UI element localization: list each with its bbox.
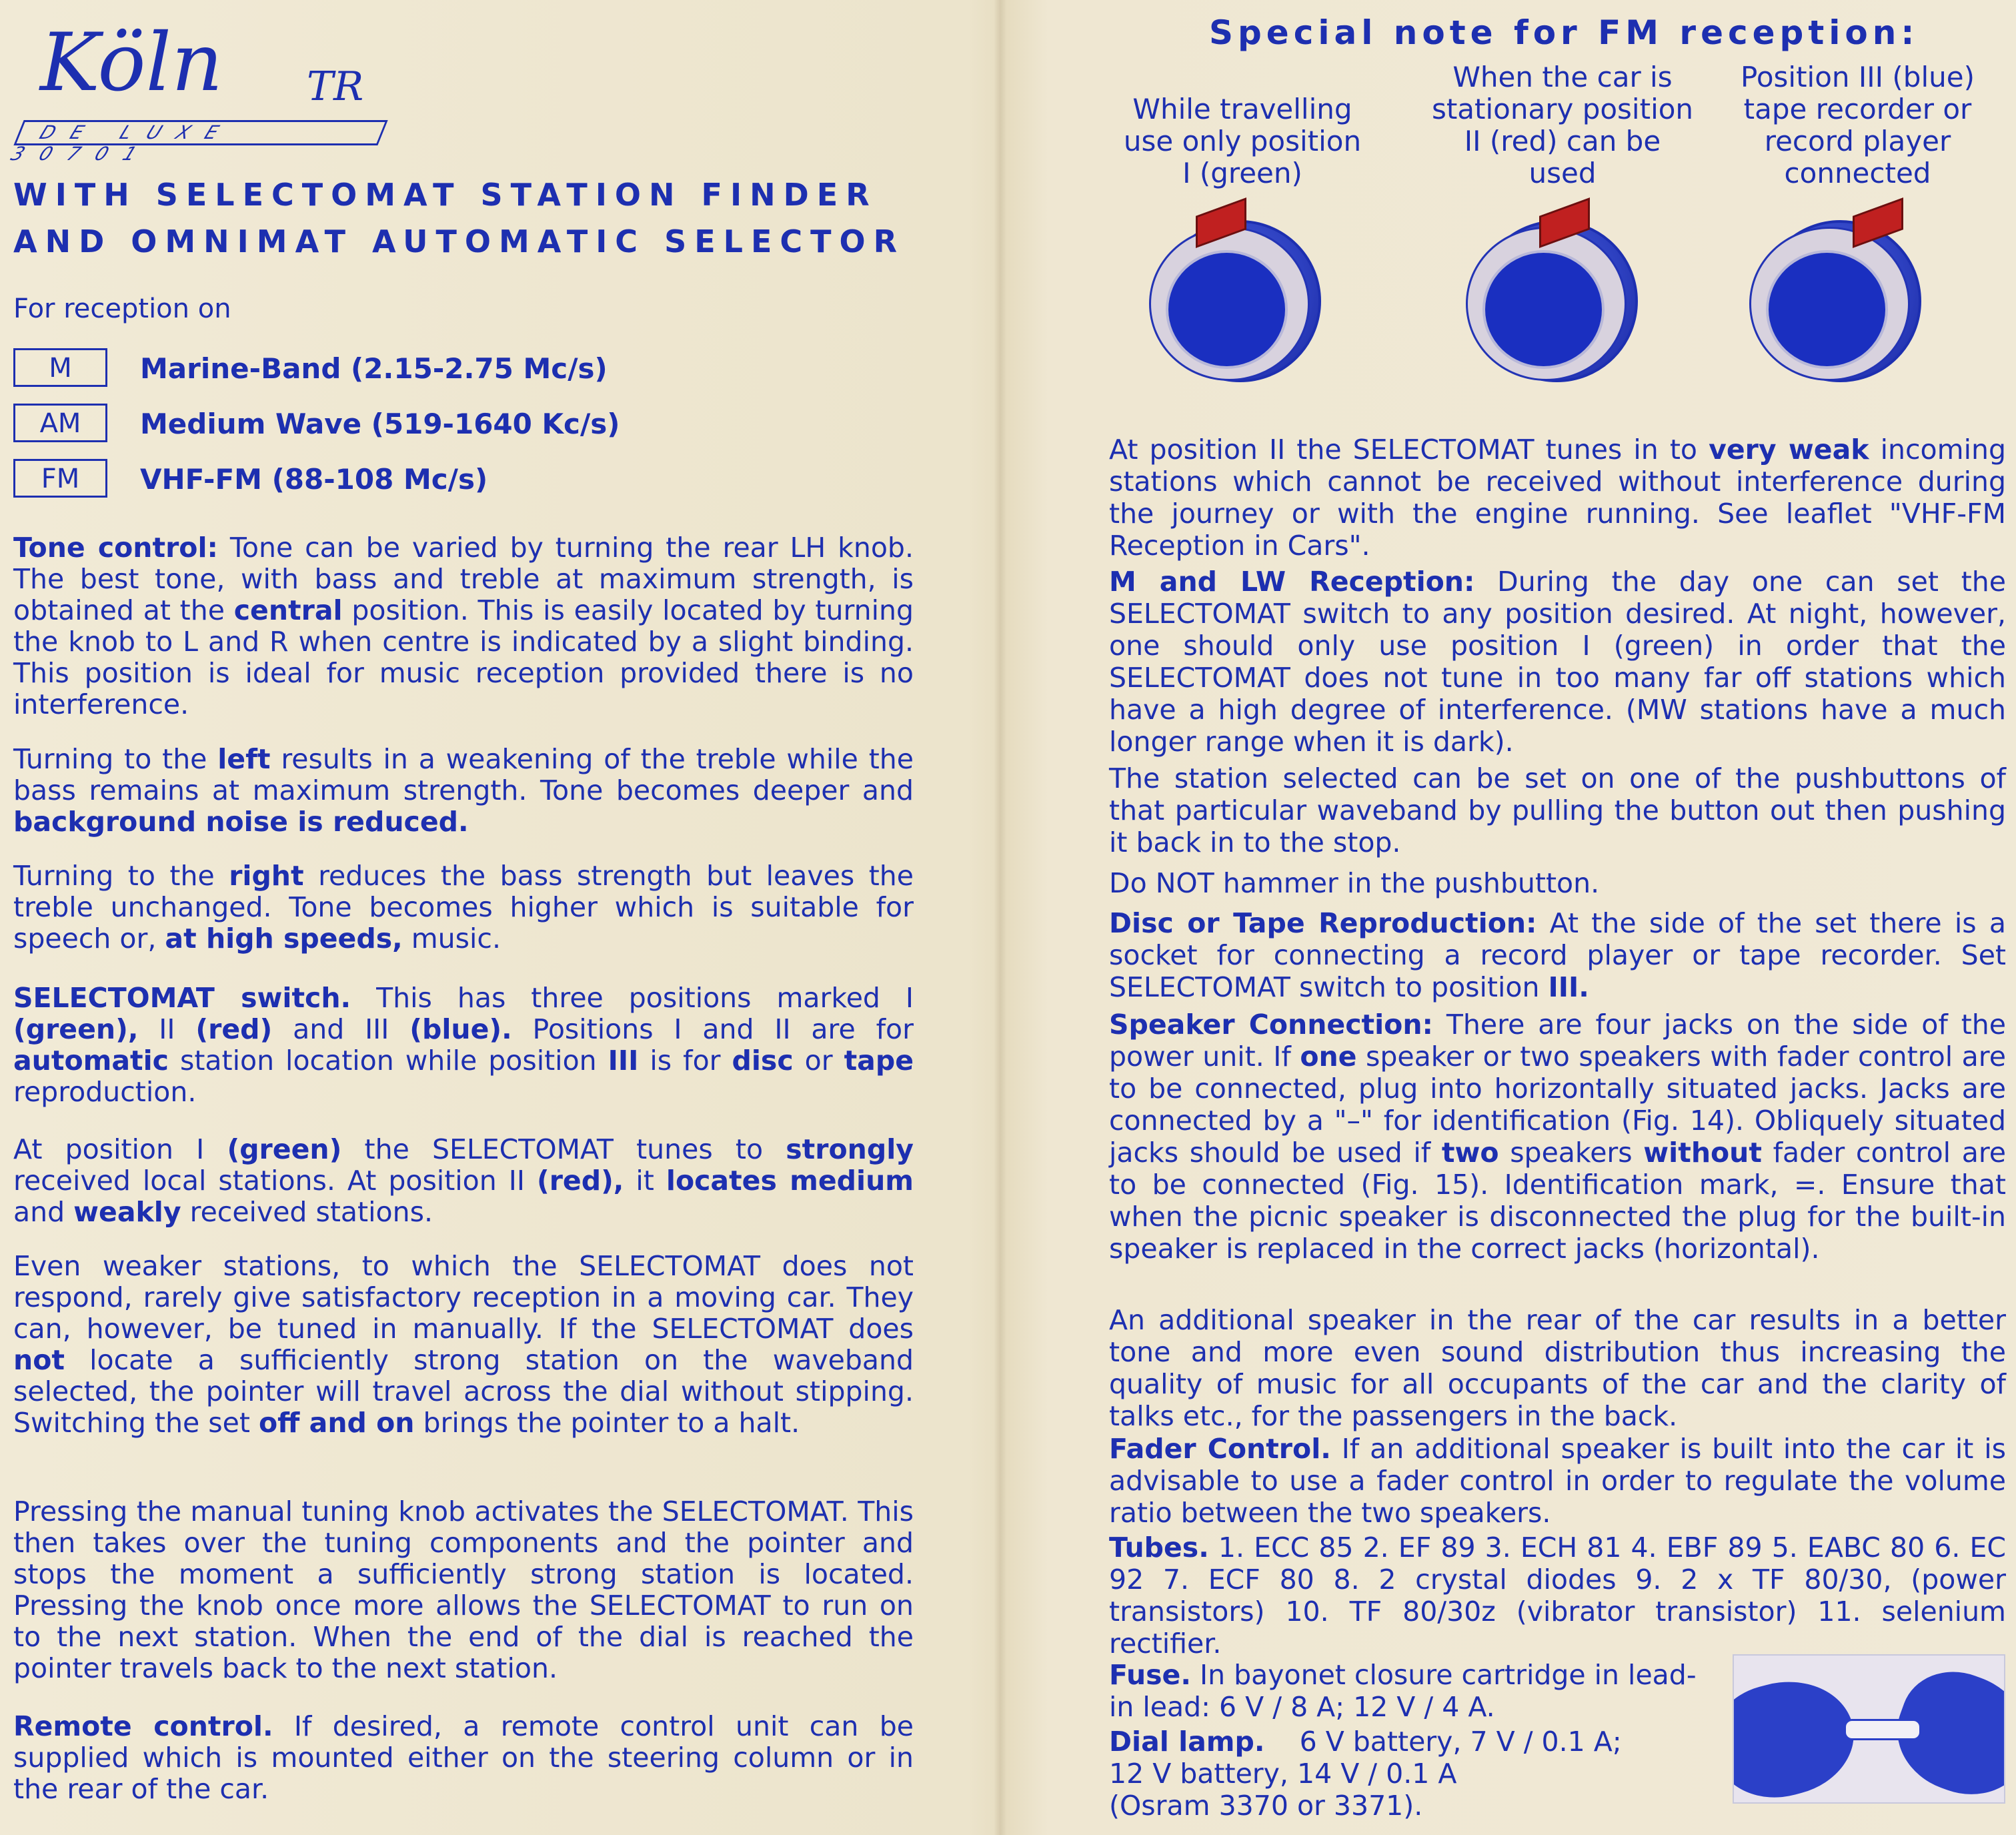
paragraph-tubes: Tubes. 1. ECC 85 2. EF 89 3. ECH 81 4. EBF 89 5. EABC 80 6. EC 92 7. ECF 80 8. 2 crystal diodes 9. 2 x TF 80/30, (power transistors) 10. TF 80/30z (vibrator transistor) 11. selenium rectifier. xyxy=(1109,1532,2006,1660)
band-code-box: AM xyxy=(13,404,107,442)
caption-position-2: When the car is stationary position II (red) can be used xyxy=(1431,61,1694,189)
paragraph-selectomat-switch: SELECTOMAT switch. This has three positions marked I (green), II (red) and III (blue). Positions I and II are for automatic station location while position III is for disc or tape reproduction. xyxy=(13,982,914,1108)
logo-script: Köln xyxy=(40,17,223,109)
band-row-fm xyxy=(13,459,747,499)
fm-note-title: Special note for FM reception: xyxy=(1209,13,1919,52)
knob-position-1-icon xyxy=(1149,200,1322,374)
fuse-cartridge-photo xyxy=(1733,1654,2005,1804)
reception-label: For reception on xyxy=(13,293,231,324)
band-description: Marine-Band (2.15-2.75 Mc/s) xyxy=(140,352,608,385)
paragraph-weaker-stations: Even weaker stations, to which the SELECTOMAT does not respond, rarely give satisfactory reception in a moving car. They can, however, be tuned in manually. If the SELECTOMAT does not locate a sufficiently strong station on the waveband selected, the pointer will travel across the dial without stipping. Switching the set off and on brings the pointer to a halt. xyxy=(13,1250,914,1439)
knob-position-2-icon xyxy=(1466,200,1639,374)
caption-position-1: While travelling use only position I (green) xyxy=(1123,93,1362,189)
paragraph-additional-speaker: An additional speaker in the rear of the car results in a better tone and more even sound distribution thus increasing the quality of music for all occupants of the car and the clarity of talks etc., for the passengers in the back. xyxy=(1109,1304,2006,1432)
paragraph-turning-right: Turning to the right reduces the bass strength but leaves the treble unchanged. Tone becomes higher which is suitable for speech or, at high speeds, music. xyxy=(13,860,914,955)
paragraph-fuse: Fuse. In bayonet closure cartridge in lead-in lead: 6 V / 8 A; 12 V / 4 A. xyxy=(1109,1659,1697,1723)
caption-position-3: Position III (blue) tape recorder or record player connected xyxy=(1741,61,1975,189)
logo-plate: DE LUXE 30701 xyxy=(13,120,387,145)
band-description: Medium Wave (519-1640 Kc/s) xyxy=(140,408,620,440)
paragraph-do-not-hammer: Do NOT hammer in the pushbutton. xyxy=(1109,867,1600,899)
paragraph-remote-control: Remote control. If desired, a remote control unit can be supplied which is mounted either on the steering column or in the rear of the car. xyxy=(13,1710,914,1805)
headline-line-1: WITH SELECTOMAT STATION FINDER xyxy=(13,177,878,213)
paragraph-dial-lamp: Dial lamp. 6 V battery, 7 V / 0.1 A; 12 V battery, 14 V / 0.1 A (Osram 3370 or 3371). xyxy=(1109,1726,1622,1822)
paragraph-turning-left: Turning to the left results in a weakening of the treble while the bass remains at maximum strength. Tone becomes deeper and background noise is reduced. xyxy=(13,743,914,838)
band-code-box: FM xyxy=(13,459,107,498)
page-fold xyxy=(994,0,1007,1835)
band-code-box: M xyxy=(13,348,107,387)
paragraph-station-pushbuttons: The station selected can be set on one of the pushbuttons of that particular waveband by pulling the button out then pushing it back in to the stop. xyxy=(1109,762,2006,858)
paragraph-position-2-fm: At position II the SELECTOMAT tunes in to very weak incoming stations which cannot be received without interference during the journey or with the engine running. See leaflet "VHF-FM Reception in Cars". xyxy=(1109,434,2006,562)
paragraph-fader-control: Fader Control. If an additional speaker is built into the car it is advisable to use a fader control in order to regulate the volume ratio between the two speakers. xyxy=(1109,1433,2006,1529)
band-row-am xyxy=(13,404,747,444)
band-row-m xyxy=(13,348,747,388)
paragraph-tone-control: Tone control: Tone can be varied by turning the rear LH knob. The best tone, with bass and treble at maximum strength, is obtained at the central position. This is easily located by turning the knob to L and R when centre is indicated by a slight binding. This position is ideal for music reception provided there is no interference. xyxy=(13,532,914,720)
logo-suffix: TR xyxy=(307,63,364,110)
paragraph-speaker-connection: Speaker Connection: There are four jacks on the side of the power unit. If one speaker or two speakers with fader control are to be connected, plug into horizontally situated jacks. Jacks are connected by a "–" for identification (Fig. 14). Obliquely situated jacks should be used if two speakers without fader control are to be connected (Fig. 15). Identification mark, =. Ensure that when the picnic speaker is disconnected the plug for the built-in speaker is replaced in the correct jacks (horizontal). xyxy=(1109,1009,2007,1265)
headline-line-2: AND OMNIMAT AUTOMATIC SELECTOR xyxy=(13,223,906,259)
paragraph-disc-tape: Disc or Tape Reproduction: At the side of the set there is a socket for connecting a record player or tape recorder. Set SELECTOMAT switch to position III. xyxy=(1109,907,2006,1003)
knob-position-3-icon xyxy=(1749,200,1923,374)
paragraph-manual-tuning: Pressing the manual tuning knob activates the SELECTOMAT. This then takes over the tuning components and the pointer and stops the moment a sufficiently strong station is located. Pressing the knob once more allows the SELECTOMAT to run on to the next station. When the end of the dial is reached the pointer travels back to the next station. xyxy=(13,1495,914,1684)
brand-logo xyxy=(7,17,387,165)
band-description: VHF-FM (88-108 Mc/s) xyxy=(140,463,488,496)
paragraph-positions: At position I (green) the SELECTOMAT tunes to strongly received local stations. At position II (red), it locates medium and weakly received stations. xyxy=(13,1133,914,1228)
paragraph-m-lw-reception: M and LW Reception: During the day one can set the SELECTOMAT switch to any position desired. At night, however, one should only use position I (green) in order that the SELECTOMAT does not tune in too many far off stations which have a high degree of interference. (MW stations have a much longer range when it is dark). xyxy=(1109,566,2006,758)
